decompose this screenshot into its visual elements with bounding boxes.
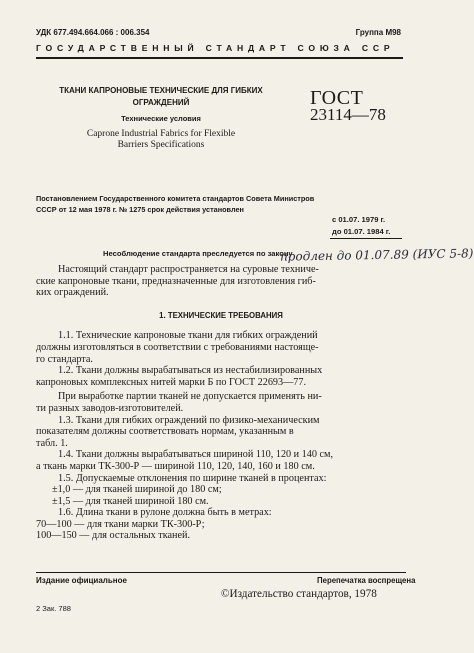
subtitle-ru: Технические условия (121, 114, 201, 123)
reprint-prohibited-label: Перепечатка воспрещена (317, 576, 416, 585)
body-line: 1.6. Длина ткани в рулоне должна быть в метрах: (58, 507, 272, 519)
body-line: 1.5. Допускаемые отклонения по ширине тканей в процентах: (58, 472, 327, 484)
body-line: 100—150 — для остальных тканей. (36, 530, 190, 542)
validity-date-to: до 01.07. 1984 г. (332, 227, 391, 236)
title-block (36, 85, 286, 151)
body-line: ти разных заводов-изготовителей. (36, 402, 184, 414)
title-ru-line: ТКАНИ КАПРОНОВЫЕ ТЕХНИЧЕСКИЕ ДЛЯ ГИБКИХ (59, 86, 263, 95)
page-info: 2 Зак. 788 (36, 604, 71, 613)
body-line: табл. 1. (36, 437, 68, 449)
body-line: 70—100 — для ткани марки ТК-300-Р; (36, 518, 205, 530)
footer-rule (36, 572, 406, 573)
body-line: 1.4. Ткани должны вырабатываться шириной 110, 120 и 140 см, (58, 449, 334, 461)
body-line: показателям должны соответствовать нормам, указанным в (36, 426, 294, 438)
handwritten-extension-note: продлен до 01.07.89 (ИУС 5-8) (279, 246, 474, 264)
title-ru (36, 85, 286, 109)
official-edition-label: Издание официальное (36, 576, 127, 585)
title-ru-line: ОГРАЖДЕНИЙ (132, 98, 190, 107)
decree-line: Постановлением Государственного комитета стандартов Совета Министров (36, 194, 315, 203)
section-heading: 1. ТЕХНИЧЕСКИЕ ТРЕБОВАНИЯ (159, 310, 283, 320)
body-line: Настоящий стандарт распространяется на суровые техниче- (58, 264, 319, 275)
body-line: капроновых комплексных нитей марки Б по ГОСТ 22693—77. (36, 376, 307, 388)
body-line: ±1,0 — для тканей шириной до 180 см; (52, 484, 222, 496)
body-line: должны изготовляться в соответствии с требованиями настояще- (36, 341, 319, 353)
body-line: 1.2. Ткани должны вырабатываться из нестабилизированных (58, 365, 323, 377)
validity-date-from: с 01.07. 1979 г. (332, 215, 386, 224)
body-line: а ткань марки ТК-300-Р — шириной 110, 120, 140, 160 и 180 см. (36, 460, 315, 472)
title-en-line: Barriers Specifications (117, 140, 205, 150)
body-line: ких ограждений. (36, 287, 109, 299)
validity-rule (330, 238, 402, 239)
body-line: го стандарта. (36, 353, 93, 365)
body-line: 1.1. Технические капроновые ткани для гибких ограждений (58, 330, 318, 342)
gost-number: 23114—78 (310, 105, 386, 124)
decree-text (36, 193, 406, 215)
gost-label: ГОСТ (310, 87, 364, 109)
body-line: 1.3. Ткани для гибких ограждений по физико-механическим (58, 414, 320, 426)
publisher-copyright: ©Издательство стандартов, 1978 (221, 588, 377, 600)
body-line: ±1,5 — для тканей шириной 180 см. (52, 495, 209, 507)
udk-code: УДК 677.494.664.066 : 006.354 (36, 28, 150, 37)
title-en-line: Caprone Industrial Fabrics for Flexible (86, 129, 236, 139)
body-line: ские капроновые ткани, предназначенные для изготовления гиб- (36, 275, 316, 287)
body-line: При выработке партии тканей не допускается применять ни- (58, 391, 322, 403)
standard-header-title: ГОСУДАРСТВЕННЫЙ СТАНДАРТ СОЮЗА ССР (36, 43, 395, 53)
violation-notice: Несоблюдение стандарта преследуется по закону (103, 249, 293, 258)
group-code: Группа М98 (355, 28, 401, 37)
decree-line: СССР от 12 мая 1978 г. № 1275 срок действия установлен (36, 205, 244, 214)
title-en (36, 129, 286, 151)
header-rule (36, 57, 403, 59)
body-text (36, 264, 406, 542)
